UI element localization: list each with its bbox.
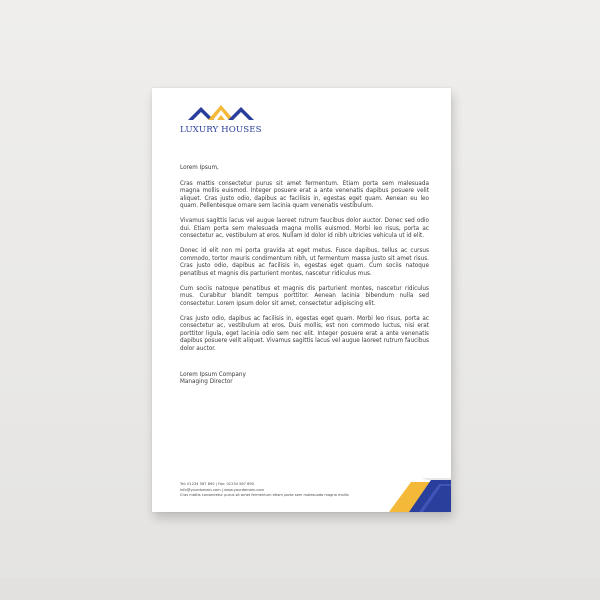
paragraph-4: Cum sociis natoque penatibus et magnis dis parturient montes, nascetur ridiculus mus. Curabitur blandit tempus porttitor. Aenean lacinia bibendum nulla sed consectetur. Lorem ipsum dolor sit amet, consectetur adipiscing elit. [180,285,429,307]
signature-block [180,372,429,387]
roofs-icon [188,103,266,123]
footer-address: Cras mattis consectetur purus sit amet fermentum etiam porta sem malesuada magna mollis [180,493,349,498]
paragraph-2: Vivamus sagittis lacus vel augue laoreet rutrum faucibus dolor auctor. Donec sed odio dui. Etiam porta sem malesuada magna mollis euismod. Morbi leo risus, porta ac consectetur ac, vestibulum at eros. Nullam id dolor id nibh ultricies vehicula ut id elit. [180,218,429,240]
signature-company: Lorem Ipsum Company [180,371,246,378]
letter-body [180,165,429,387]
paragraph-3: Donec id elit non mi porta gravida at eget metus. Fusce dapibus, tellus ac cursus commodo, tortor mauris condimentum nibh, ut fermentum massa justo sit amet risus. Cras justo odio, dapibus ac facilisis in, egestas eget quam. Cum sociis natoque penatibus et magnis dis parturient montes, nascetur ridiculus mus. [180,248,429,277]
paragraph-5: Cras justo odio, dapibus ac facilisis in, egestas eget quam. Morbi leo risus, porta ac consectetur ac, vestibulum at eros. Duis mollis, est non commodo luctus, nisi erat porttitor ligula, eget lacinia odio sem nec elit. Integer posuere erat a ante venenatis dapibus posuere velit aliquet. Vivamus sagittis lacus vel augue laoreet rutrum faucibus dolor auctor. [180,315,429,353]
company-logo [180,103,272,137]
logo-wordmark: LUXURY HOUSES [180,125,262,135]
corner-stripes-graphic [361,472,451,512]
footer-phone-fax: Tel: 01234 567 890 | Fax: 01234 567 890 [180,482,254,486]
paragraph-1: Cras mattis consectetur purus sit amet fermentum. Etiam porta sem malesuada magna mollis euismod. Integer posuere erat a ante venenatis dapibus posuere velit aliquet. Cras justo odio, dapibus ac facilisis in, egestas eget quam. Aenean eu leo quam. Pellentesque ornare sem lacinia quam venenatis vestibulum. [180,180,429,210]
floor-edge [0,578,600,600]
footer-email-web: info@yourdomain.com | www.yourdomain.com [180,487,265,492]
letterhead-sheet [152,88,451,512]
contact-footer [180,482,370,499]
salutation: Lorem Ipsum, [180,165,219,171]
signature-title: Managing Director [180,379,233,386]
